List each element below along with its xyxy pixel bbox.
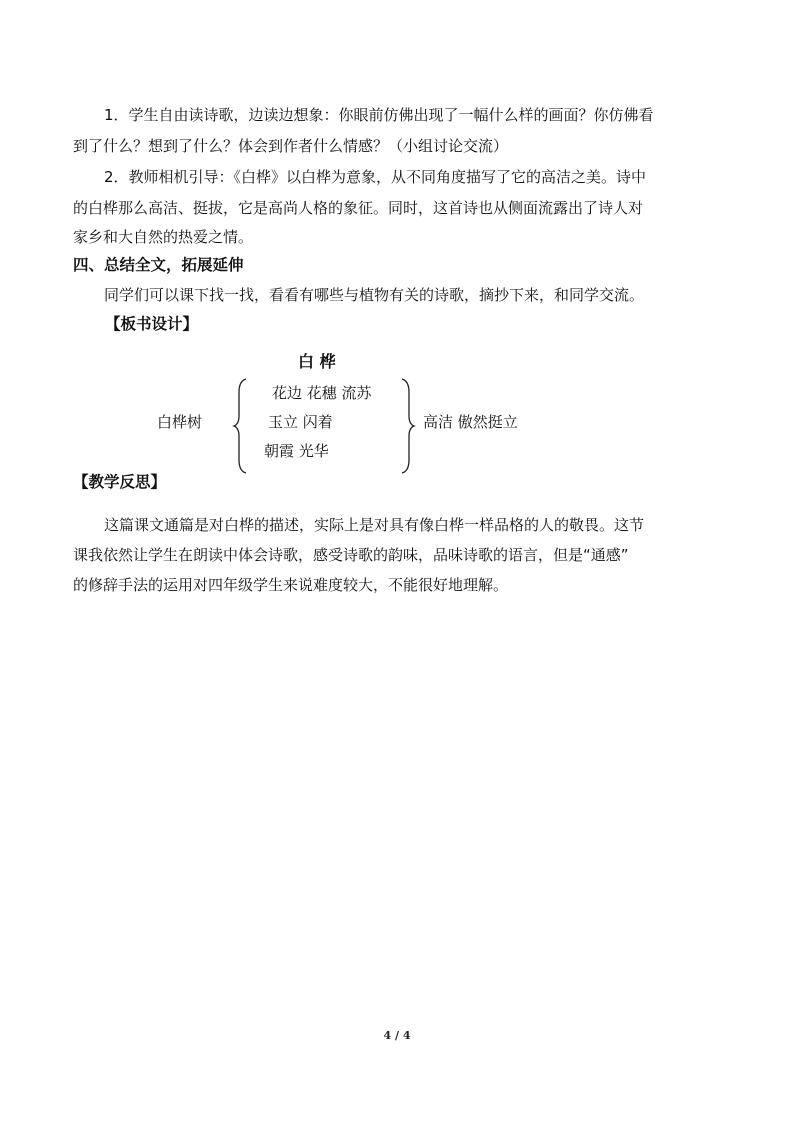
step-2-line-1: 2．教师相机引导：《白桦》以白桦为意象，从不同角度描写了它的高洁之美。诗中 [104, 168, 647, 186]
reflection-line-2: 课我依然让学生在朗读中体会诗歌，感受诗歌的韵味，品味诗歌的语言，但是“通感” [73, 546, 629, 564]
section-4-body: 同学们可以课下找一找，看看有哪些与植物有关的诗歌，摘抄下来，和同学交流。 [104, 286, 645, 304]
board-title: 白 桦 [298, 352, 336, 371]
board-middle-line-3: 朝霞 光华 [264, 442, 329, 460]
board-right-label: 高洁 傲然挺立 [423, 413, 518, 431]
step-2-line-2: 的白桦那么高洁、挺拔，它是高尚人格的象征。同时，这首诗也从侧面流露出了诗人对 [73, 199, 644, 217]
reflection-line-1: 这篇课文通篇是对白桦的描述，实际上是对具有像白桦一样品格的人的敬畏。这节 [104, 516, 645, 534]
section-4-heading: 四、总结全文，拓展延伸 [73, 256, 244, 274]
board-design-heading: 【板书设计】 [105, 315, 199, 333]
left-brace-icon [232, 378, 248, 474]
board-left-label: 白桦树 [157, 413, 203, 431]
reflection-heading: 【教学反思】 [73, 473, 167, 491]
board-middle-line-2: 玉立 闪着 [268, 413, 333, 431]
board-middle-line-1: 花边 花穗 流苏 [272, 384, 372, 402]
step-1-line-1: 1．学生自由读诗歌，边读边想象：你眼前仿佛出现了一幅什么样的画面？你仿佛看 [104, 106, 654, 124]
step-2-line-3: 家乡和大自然的热爱之情。 [73, 228, 254, 246]
page-number: 4 / 4 [383, 1029, 411, 1042]
right-brace-icon [400, 378, 416, 474]
step-1-line-2: 到了什么？想到了什么？体会到作者什么情感？（小组讨论交流） [73, 137, 509, 155]
reflection-line-3: 的修辞手法的运用对四年级学生来说难度较大，不能很好地理解。 [73, 576, 509, 594]
